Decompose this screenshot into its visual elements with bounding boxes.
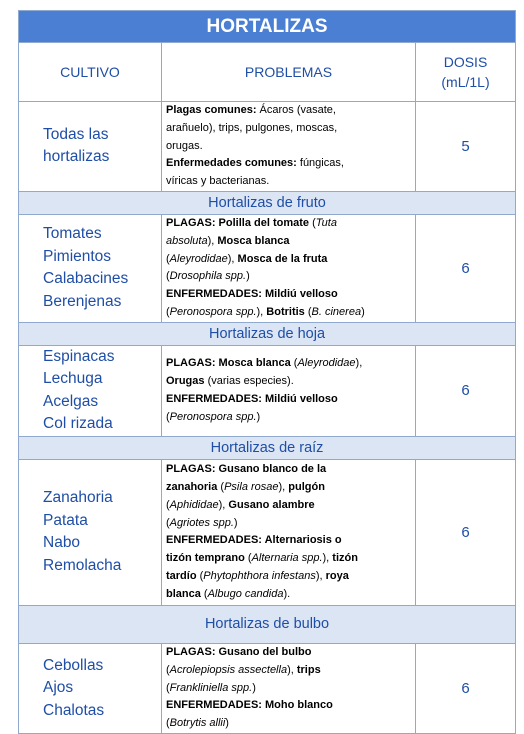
problem-text: Ácaros (vasate, <box>256 104 336 116</box>
problem-text: ), <box>227 252 238 265</box>
problem-line <box>166 515 412 533</box>
scientific-name: Botrytis allii <box>169 717 226 730</box>
problem-line <box>166 102 412 120</box>
problem-text: ( <box>309 217 316 230</box>
problem-line <box>166 391 412 409</box>
crop-name: Todas las <box>43 125 109 143</box>
crop-name: Tomates <box>43 225 102 243</box>
problem-text: arañuelo), trips, pulgones, moscas, <box>166 121 338 134</box>
problem-line <box>166 138 412 156</box>
scientific-name: Phytophthora infestans <box>203 570 316 583</box>
problem-line <box>166 373 412 391</box>
problem-term: Enfermedades comunes: <box>166 157 297 170</box>
title-row <box>19 11 516 43</box>
scientific-name: Aphididae <box>169 498 219 511</box>
scientific-name: Aleyrodidae <box>169 252 228 265</box>
problems-cell <box>162 345 416 436</box>
problem-term: Orugas <box>166 375 205 388</box>
crop-name: Nabo <box>43 534 81 552</box>
problem-text: ( <box>166 663 170 676</box>
problems-cell <box>162 102 416 192</box>
problem-text: ( <box>166 717 170 730</box>
problem-term: PLAGAS: Gusano blanco de la <box>166 463 327 476</box>
scientific-name: Peronospora spp. <box>169 306 257 319</box>
problem-line <box>166 586 412 604</box>
problem-term: tardío <box>166 570 197 583</box>
problem-text: ( <box>244 552 252 565</box>
problem-text: ( <box>166 498 170 511</box>
problem-line <box>166 479 412 497</box>
crops-cell <box>19 643 162 733</box>
problems-cell <box>162 643 416 733</box>
crop-name: Col rizada <box>43 415 113 433</box>
problem-text: ( <box>200 587 208 600</box>
crop-name: Chalotas <box>43 701 105 719</box>
scientific-name: Peronospora spp. <box>169 410 257 423</box>
crop-name: Calabacines <box>43 270 129 288</box>
problem-term: trips <box>296 663 321 676</box>
table-row <box>19 459 516 605</box>
problem-term: PLAGAS: Polilla del tomate <box>166 217 310 230</box>
crop-name: hortalizas <box>43 148 110 166</box>
category-row <box>19 436 516 459</box>
problem-text: ( <box>196 570 204 583</box>
crop-name: Cebollas <box>43 656 104 674</box>
problem-term: ENFERMEDADES: Moho blanco <box>166 699 333 712</box>
category-label: Hortalizas de raíz <box>19 436 516 459</box>
category-label: Hortalizas de hoja <box>19 322 516 345</box>
problem-text: ), <box>256 306 267 319</box>
problem-text: ) <box>361 306 365 319</box>
problem-term: ENFERMEDADES: Mildiú velloso <box>166 288 338 301</box>
problem-text: ), <box>322 552 333 565</box>
problem-term: tizón <box>332 552 358 565</box>
problem-term: ENFERMEDADES: Alternariosis o <box>166 534 342 547</box>
problem-text: ), <box>207 234 218 247</box>
problem-line <box>166 715 412 733</box>
scientific-name: Agriotes spp. <box>169 516 234 529</box>
crops-cell <box>19 214 162 322</box>
problem-text: ( <box>166 270 170 283</box>
problem-term: Mosca blanca <box>217 234 290 247</box>
problem-text: ), <box>355 357 363 370</box>
problem-text: (varias especies). <box>204 375 294 388</box>
problem-term: roya <box>325 570 349 583</box>
problem-text: ) <box>256 410 261 423</box>
problem-term: Gusano alambre <box>228 498 315 511</box>
problem-term: pulgón <box>288 481 325 494</box>
problem-line <box>166 268 412 286</box>
problem-text: fúngicas, <box>296 157 344 170</box>
crop-name: Acelgas <box>43 392 99 410</box>
problem-line <box>166 155 412 173</box>
dose-value: 6 <box>416 345 516 436</box>
problem-text: ( <box>166 681 170 694</box>
problem-line <box>166 215 412 233</box>
crop-name: Patata <box>43 511 88 529</box>
scientific-name: Acrolepiopsis assectella <box>169 663 288 676</box>
table-row <box>19 643 516 733</box>
problem-term: zanahoria <box>166 481 218 494</box>
problem-term: PLAGAS: Gusano del bulbo <box>166 645 312 658</box>
problem-line <box>166 120 412 138</box>
problem-line <box>166 550 412 568</box>
problem-term: PLAGAS: Mosca blanca <box>166 357 291 370</box>
scientific-name: Tuta <box>315 217 337 230</box>
problem-term: ENFERMEDADES: Mildiú velloso <box>166 392 338 405</box>
problem-line <box>166 355 412 373</box>
dose-value: 5 <box>416 102 516 192</box>
problem-line <box>166 286 412 304</box>
dose-value: 6 <box>416 214 516 322</box>
problem-text: ) <box>246 270 250 283</box>
problem-line <box>166 568 412 586</box>
problem-line <box>166 409 412 427</box>
problem-line <box>166 644 412 662</box>
category-label: Hortalizas de fruto <box>19 191 516 214</box>
header-dosis <box>416 43 516 102</box>
scientific-name: Alternaria spp. <box>251 552 323 565</box>
crop-name: Ajos <box>43 679 74 697</box>
dose-value: 6 <box>416 643 516 733</box>
crops-cell <box>19 102 162 192</box>
problem-text: ( <box>290 357 298 370</box>
header-dosis-unit: (mL/1L) <box>441 74 490 90</box>
crop-name: Pimientos <box>43 247 112 265</box>
problem-text: ( <box>304 306 312 319</box>
problem-term: Botritis <box>266 306 305 319</box>
problem-line <box>166 532 412 550</box>
category-row <box>19 605 516 643</box>
problem-text: ) <box>252 681 256 694</box>
problem-line <box>166 697 412 715</box>
crops-cell <box>19 459 162 605</box>
problem-line <box>166 680 412 698</box>
category-label: Hortalizas de bulbo <box>19 605 516 643</box>
category-row <box>19 322 516 345</box>
crop-name: Zanahoria <box>43 489 113 507</box>
problem-text: ( <box>217 481 225 494</box>
scientific-name: Aleyrodidae <box>297 357 356 370</box>
scientific-name: absoluta <box>166 234 208 247</box>
table-row <box>19 345 516 436</box>
crops-cell <box>19 345 162 436</box>
crop-name: Remolacha <box>43 556 122 574</box>
hortalizas-table <box>18 10 516 734</box>
scientific-name: Psila rosae <box>224 481 279 494</box>
problem-line <box>166 251 412 269</box>
problem-line <box>166 173 412 191</box>
problem-term: Mosca de la fruta <box>237 252 328 265</box>
problem-text: orugas. <box>166 139 203 152</box>
category-row <box>19 191 516 214</box>
problem-text: ), <box>278 481 289 494</box>
problem-text: ), <box>287 663 297 676</box>
problem-term: tizón temprano <box>166 552 245 565</box>
crop-name: Berenjenas <box>43 292 122 310</box>
table-body <box>19 11 516 734</box>
problem-text: ) <box>225 717 229 730</box>
scientific-name: B. cinerea <box>311 306 362 319</box>
header-cultivo: CULTIVO <box>19 43 162 102</box>
problem-line <box>166 662 412 680</box>
problem-line <box>166 497 412 515</box>
dose-value: 6 <box>416 459 516 605</box>
crop-name: Espinacas <box>43 347 115 365</box>
header-row <box>19 43 516 102</box>
crop-name: Lechuga <box>43 370 103 388</box>
problem-text: ), <box>315 570 326 583</box>
table-row <box>19 102 516 192</box>
problem-text: ), <box>218 498 229 511</box>
header-dosis-label: DOSIS <box>443 54 488 70</box>
scientific-name: Drosophila spp. <box>169 270 247 283</box>
problem-text: ( <box>166 410 170 423</box>
table-row <box>19 214 516 322</box>
problem-line <box>166 304 412 322</box>
table-title: HORTALIZAS <box>19 11 516 43</box>
problem-text: ) <box>233 516 238 529</box>
problem-line <box>166 461 412 479</box>
problem-text: ( <box>166 306 170 319</box>
scientific-name: Frankliniella spp. <box>169 681 253 694</box>
problem-text: ( <box>166 252 170 265</box>
problems-cell <box>162 459 416 605</box>
scientific-name: Albugo candida <box>207 587 284 600</box>
problem-text: ). <box>283 587 291 600</box>
problems-cell <box>162 214 416 322</box>
problem-term: Plagas comunes: <box>166 104 257 116</box>
problem-text: víricas y bacterianas. <box>166 175 270 188</box>
problem-line <box>166 233 412 251</box>
problem-text: ( <box>166 516 170 529</box>
problem-term: blanca <box>166 587 201 600</box>
header-problemas: PROBLEMAS <box>162 43 416 102</box>
